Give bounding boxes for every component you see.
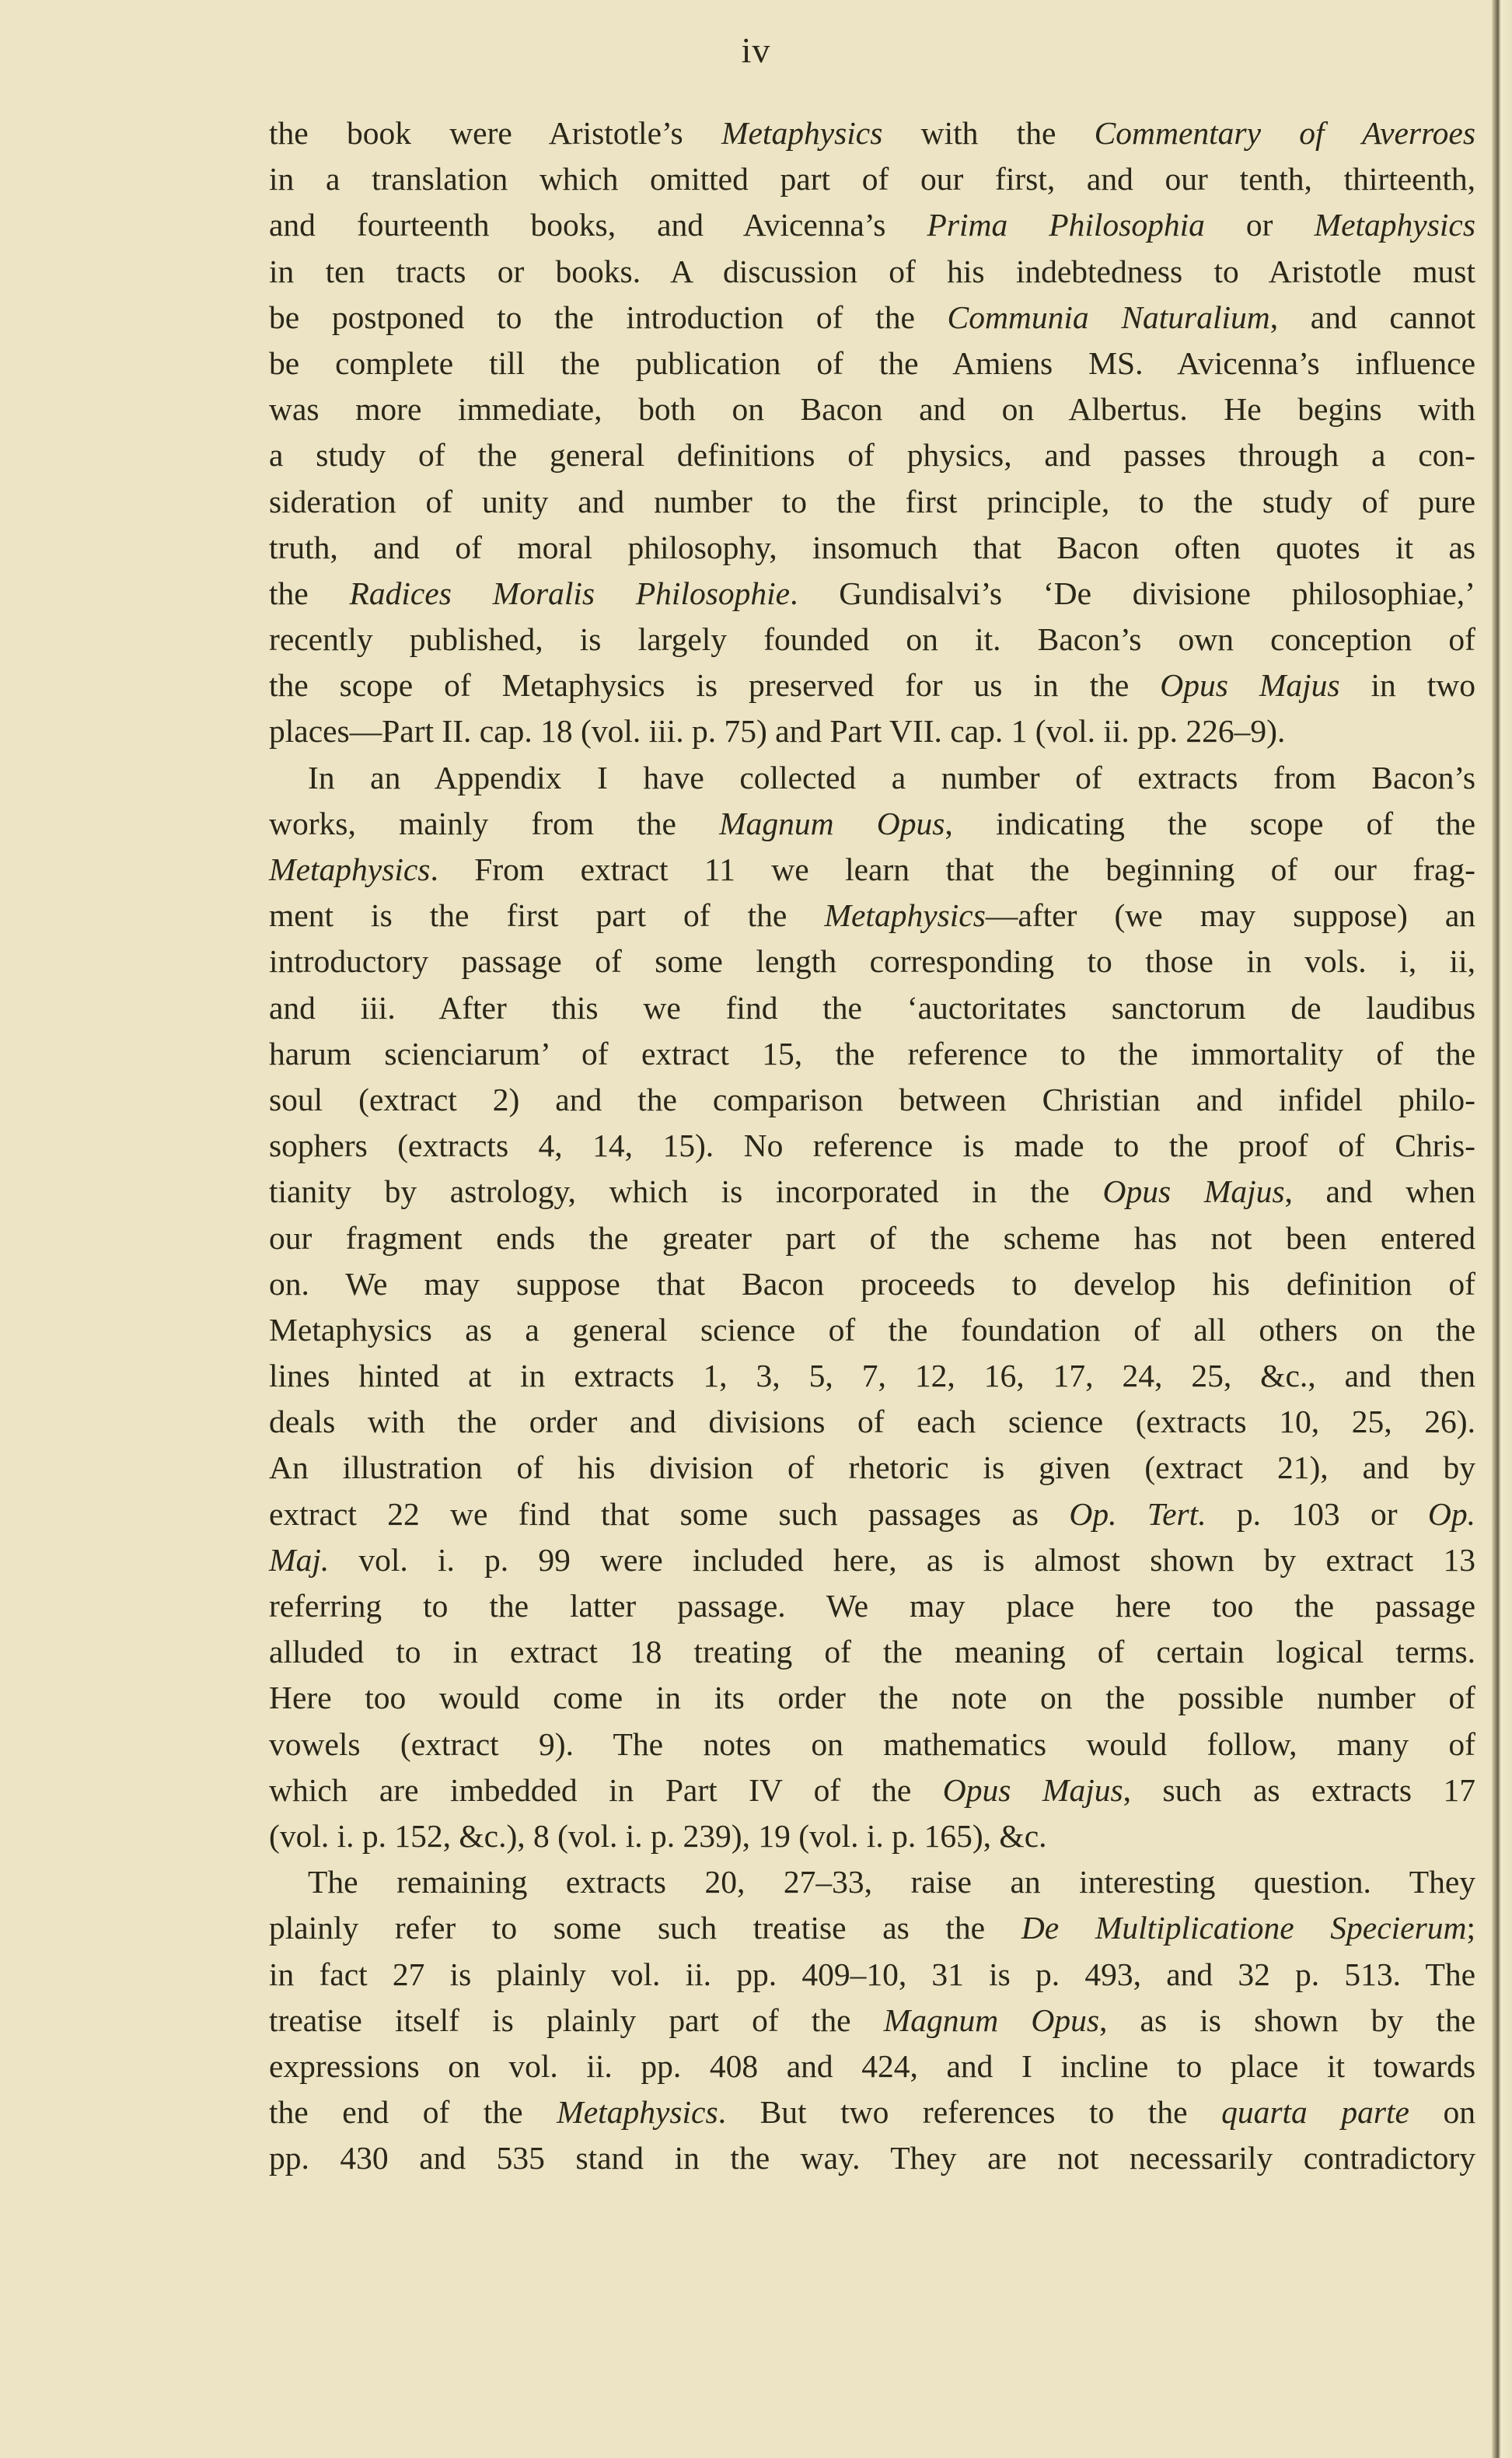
text-line xyxy=(269,202,1475,248)
text-run: p. 103 or xyxy=(1206,1495,1428,1532)
text-line xyxy=(269,479,1475,525)
text-line xyxy=(269,1491,1475,1537)
text-line xyxy=(269,525,1475,571)
text-line xyxy=(269,1767,1475,1813)
italic-title: Commentary of Averroes xyxy=(1094,115,1475,151)
text-run: referring to the latter passage. We may place here too the passage xyxy=(269,1588,1475,1624)
text-line xyxy=(269,617,1475,663)
text-run: in a translation which omitted part of our first, and our tenth, thirteenth, xyxy=(269,161,1475,198)
italic-title: Metaphysics xyxy=(721,115,883,151)
text-run: be complete till the publication of the Amiens MS. Avicenna’s influence xyxy=(269,344,1475,381)
text-run: The remaining extracts 20, 27–33, raise an interesting question. They xyxy=(308,1864,1475,1900)
text-run: , and when xyxy=(1284,1173,1475,1210)
text-run: plainly refer to some such treatise as the xyxy=(269,1910,1021,1946)
text-line xyxy=(269,432,1475,478)
italic-title: Radices Moralis Philosophie xyxy=(349,575,791,611)
text-run: alluded to in extract 18 treating of the meaning of certain logical terms. xyxy=(269,1634,1475,1670)
text-line xyxy=(269,939,1475,984)
text-line xyxy=(269,1445,1475,1491)
body-text xyxy=(269,110,1475,2181)
text-run: . From extract 11 we learn that the beginning of our frag- xyxy=(430,851,1475,887)
text-line xyxy=(269,1952,1475,1998)
text-run: pp. 430 and 535 stand in the way. They are not necessarily contradictory xyxy=(269,2140,1475,2177)
italic-title: Communia Naturalium xyxy=(947,299,1270,335)
text-run: soul (extract 2) and the comparison between Christian and infidel philo- xyxy=(269,1081,1475,1117)
text-run: or xyxy=(1204,207,1315,243)
text-line xyxy=(269,663,1475,708)
text-run: treatise itself is plainly part of the xyxy=(269,2002,884,2038)
text-run: , indicating the scope of the xyxy=(945,805,1475,841)
text-line xyxy=(269,1261,1475,1307)
italic-title: Magnum Opus xyxy=(719,805,945,841)
text-run: deals with the order and divisions of each science (extracts 10, 25, 26). xyxy=(269,1404,1475,1440)
text-line xyxy=(269,1629,1475,1675)
text-run: (vol. i. p. 152, &c.), 8 (vol. i. p. 239), 19 (vol. i. p. 165), &c. xyxy=(269,1817,1047,1854)
text-line xyxy=(269,1031,1475,1077)
italic-title: Opus Majus xyxy=(1102,1173,1285,1210)
text-line xyxy=(269,1998,1475,2044)
italic-title: Op. xyxy=(1427,1495,1475,1532)
text-run: the scope of Metaphysics is preserved for us in the xyxy=(269,667,1161,704)
text-run: our fragment ends the greater part of the scheme has not been entered xyxy=(269,1219,1475,1256)
text-line xyxy=(269,755,1475,801)
text-line xyxy=(269,1859,1475,1905)
italic-title: Metaphysics xyxy=(1314,207,1475,243)
text-run: works, mainly from the xyxy=(269,805,720,841)
text-run: truth, and of moral philosophy, insomuch that Bacon often quotes it as xyxy=(269,529,1475,565)
text-run: vol. i. p. 99 were included here, as is almost shown by extract 13 xyxy=(329,1541,1475,1578)
text-line xyxy=(269,1722,1475,1767)
text-line xyxy=(269,708,1475,754)
text-run: the book were Aristotle’s xyxy=(269,115,721,151)
text-run: sideration of unity and number to the first principle, to the study of pure xyxy=(269,483,1475,519)
text-run: be postponed to the introduction of the xyxy=(269,299,948,335)
text-line xyxy=(269,295,1475,341)
text-line xyxy=(269,2135,1475,2181)
text-line xyxy=(269,1583,1475,1629)
text-run: the xyxy=(269,575,350,611)
text-run: An illustration of his division of rhetoric is given (extract 21), and by xyxy=(269,1449,1475,1486)
text-run: sophers (extracts 4, 14, 15). No reference is made to the proof of Chris- xyxy=(269,1128,1475,1164)
text-line xyxy=(269,893,1475,939)
italic-title: Metaphysics xyxy=(824,897,986,934)
italic-title: Op. Tert. xyxy=(1069,1495,1206,1532)
italic-title: Opus Majus xyxy=(942,1771,1123,1808)
text-run: expressions on vol. ii. pp. 408 and 424, and I incline to place it towards xyxy=(269,2047,1475,2084)
italic-title: Metaphysics xyxy=(557,2094,718,2131)
text-run: —after (we may suppose) an xyxy=(985,897,1475,934)
text-line xyxy=(269,156,1475,202)
italic-title: Magnum Opus xyxy=(883,2002,1099,2038)
text-run: places—Part II. cap. 18 (vol. iii. p. 75) and Part VII. cap. 1 (vol. ii. pp. 226–9). xyxy=(269,713,1286,750)
text-line xyxy=(269,1307,1475,1353)
text-run: which are imbedded in Part IV of the xyxy=(269,1771,943,1808)
text-run: on xyxy=(1409,2094,1476,2131)
text-line xyxy=(269,1813,1475,1859)
text-run: extract 22 we find that some such passages as xyxy=(269,1495,1070,1532)
text-line xyxy=(269,249,1475,295)
text-run: vowels (extract 9). The notes on mathematics would follow, many of xyxy=(269,1725,1475,1762)
text-line xyxy=(269,2044,1475,2089)
text-run: and fourteenth books, and Avicenna’s xyxy=(269,207,927,243)
italic-title: Maj. xyxy=(269,1541,330,1578)
text-run: harum scienciarum’ of extract 15, the reference to the immortality of the xyxy=(269,1035,1475,1072)
text-line xyxy=(269,110,1475,156)
text-run: in fact 27 is plainly vol. ii. pp. 409–10, 31 is p. 493, and 32 p. 513. The xyxy=(269,1956,1475,1992)
text-run: Here too would come in its order the note on the possible number of xyxy=(269,1680,1475,1716)
text-line xyxy=(269,1675,1475,1721)
italic-title: Prima Philosophia xyxy=(927,207,1205,243)
text-run: in two xyxy=(1339,667,1476,704)
text-run: was more immediate, both on Bacon and on Albertus. He begins with xyxy=(269,391,1475,428)
text-line xyxy=(269,341,1475,386)
text-run: In an Appendix I have collected a number of extracts from Bacon’s xyxy=(308,759,1475,795)
text-line xyxy=(269,1905,1475,1951)
text-line xyxy=(269,985,1475,1031)
italic-title: quarta parte xyxy=(1221,2094,1409,2131)
text-run: the end of the xyxy=(269,2094,557,2131)
text-line xyxy=(269,1123,1475,1169)
text-run: recently published, is largely founded on it. Bacon’s own conception of xyxy=(269,621,1475,658)
italic-title: De Multiplicatione Specierum xyxy=(1021,1910,1467,1946)
text-run: and iii. After this we find the ‘auctoritates sanctorum de laudibus xyxy=(269,989,1475,1026)
text-run: in ten tracts or books. A discussion of his indebtedness to Aristotle must xyxy=(269,253,1475,289)
text-run: ; xyxy=(1466,1910,1475,1946)
italic-title: Metaphysics xyxy=(269,851,431,887)
text-run: introductory passage of some length corresponding to those in vols. i, ii, xyxy=(269,943,1475,980)
text-run: with the xyxy=(882,115,1095,151)
text-line xyxy=(269,847,1475,893)
text-line xyxy=(269,1169,1475,1215)
page-edge-shadow xyxy=(1492,0,1512,2458)
text-line xyxy=(269,386,1475,432)
text-run: Metaphysics as a general science of the foundation of all others on the xyxy=(269,1311,1475,1348)
text-run: . Gundisalvi’s ‘De divisione philosophiae,’ xyxy=(790,575,1476,611)
text-run: , and cannot xyxy=(1269,299,1475,335)
text-run: lines hinted at in extracts 1, 3, 5, 7, 12, 16, 17, 24, 25, &c., and then xyxy=(269,1358,1475,1394)
text-run: a study of the general definitions of physics, and passes through a con- xyxy=(269,437,1475,474)
page-number: iv xyxy=(741,30,771,70)
text-run: tianity by astrology, which is incorporated in the xyxy=(269,1173,1103,1210)
text-line xyxy=(269,571,1475,617)
text-run: , as is shown by the xyxy=(1098,2002,1475,2038)
text-run: , such as extracts 17 xyxy=(1123,1771,1475,1808)
text-line xyxy=(269,1077,1475,1123)
text-line xyxy=(269,1353,1475,1399)
text-run: . But two references to the xyxy=(718,2094,1222,2131)
text-line xyxy=(269,1399,1475,1445)
text-run: ment is the first part of the xyxy=(269,897,825,934)
text-line xyxy=(269,2089,1475,2135)
italic-title: Opus Majus xyxy=(1160,667,1340,704)
text-line xyxy=(269,1537,1475,1583)
text-run: on. We may suppose that Bacon proceeds to develop his definition of xyxy=(269,1265,1475,1302)
text-line xyxy=(269,801,1475,847)
text-line xyxy=(269,1215,1475,1261)
